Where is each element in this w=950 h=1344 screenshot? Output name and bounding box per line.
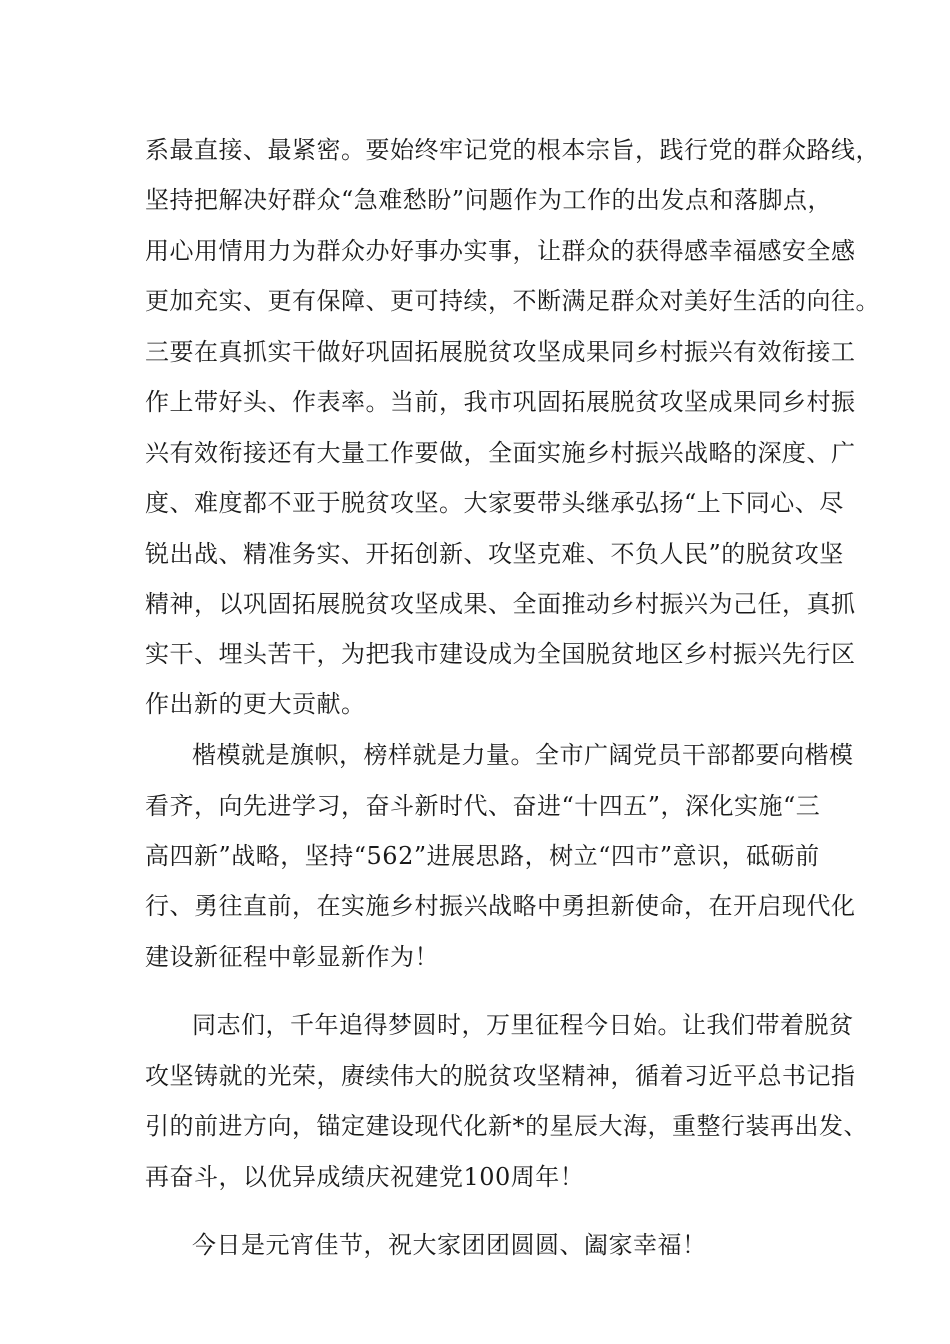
text-line: 作出新的更大贡献。: [145, 690, 366, 718]
text-line: 行、勇往直前，在实施乡村振兴战略中勇担新使命，在开启现代化: [145, 892, 856, 920]
text-line: 攻坚铸就的光荣，赓续伟大的脱贫攻坚精神，循着习近平总书记指: [145, 1062, 856, 1090]
text-line: 用心用情用力为群众办好事办实事，让群众的获得感幸福感安全感: [145, 237, 856, 265]
text-line: 建设新征程中彰显新作为！: [145, 943, 439, 971]
paragraph-first-line: 楷模就是旗帜，榜样就是力量。全市广阔党员干部都要向楷模: [192, 741, 854, 769]
text-line: 兴有效衔接还有大量工作要做，全面实施乡村振兴战略的深度、广: [145, 439, 856, 467]
text-line: 引的前进方向，锚定建设现代化新*的星辰大海，重整行装再出发、: [145, 1112, 868, 1140]
text-line: 看齐，向先进学习，奋斗新时代、奋进“十四五”，深化实施“三: [145, 792, 821, 820]
paragraph-first-line: 今日是元宵佳节，祝大家团团圆圆、阖家幸福！: [192, 1231, 707, 1259]
text-line: 更加充实、更有保障、更可持续，不断满足群众对美好生活的向往。: [145, 287, 880, 315]
text-line: 锐出战、精准务实、开拓创新、攻坚克难、不负人民”的脱贫攻坚: [145, 540, 844, 568]
text-line: 实干、埋头苦干，为把我市建设成为全国脱贫地区乡村振兴先行区: [145, 640, 856, 668]
text-line: 系最直接、最紧密。要始终牢记党的根本宗旨，践行党的群众路线，: [145, 136, 880, 164]
paragraph-first-line: 同志们，千年追得梦圆时，万里征程今日始。让我们带着脱贫: [192, 1011, 854, 1039]
text-line: 作上带好头、作表率。当前，我市巩固拓展脱贫攻坚成果同乡村振: [145, 388, 856, 416]
text-line: 精神，以巩固拓展脱贫攻坚成果、全面推动乡村振兴为己任，真抓: [145, 590, 856, 618]
text-line: 三要在真抓实干做好巩固拓展脱贫攻坚成果同乡村振兴有效衔接工: [145, 338, 856, 366]
text-line: 度、难度都不亚于脱贫攻坚。大家要带头继承弘扬“上下同心、尽: [145, 489, 844, 517]
text-line: 再奋斗，以优异成绩庆祝建党100周年！: [145, 1163, 585, 1191]
text-line: 坚持把解决好群众“急难愁盼”问题作为工作的出发点和落脚点，: [145, 186, 833, 214]
text-line: 高四新”战略，坚持“562”进展思路，树立“四市”意识，砥砺前: [145, 842, 820, 870]
